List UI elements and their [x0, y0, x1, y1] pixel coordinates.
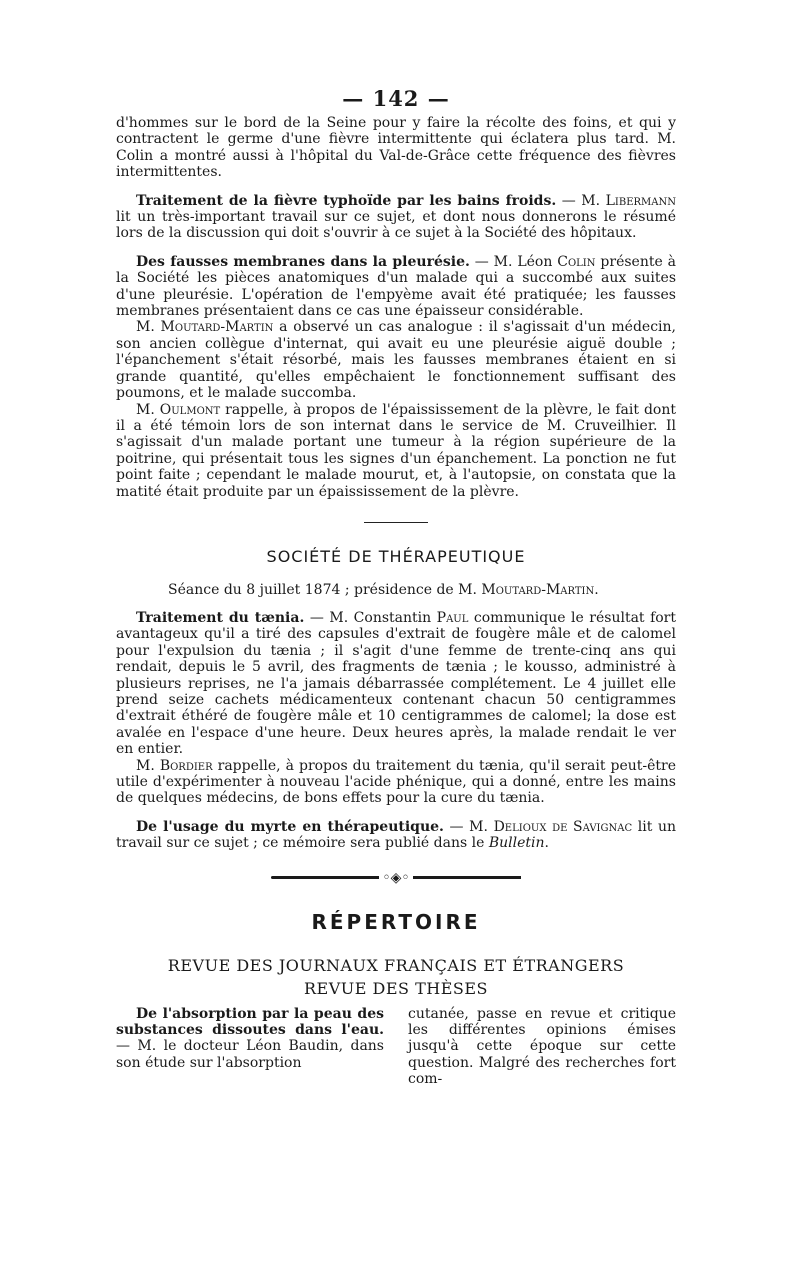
ornament-center-icon: ◦◈◦ [382, 869, 410, 886]
seance-president: Moutard-Martin [481, 581, 595, 598]
author-oulmont: Oulmont [159, 401, 221, 418]
seance-text: Séance du 8 juillet 1874 ; présidence de M. [168, 581, 482, 598]
author-paul: Paul [436, 609, 469, 626]
lead: M. [136, 757, 160, 774]
seance-line [116, 582, 676, 598]
two-column-text [116, 1006, 676, 1088]
body-text: lit un travail sur ce sujet ; ce mémoire sera publié dans le [116, 818, 676, 852]
end: . [544, 835, 549, 852]
body-text: rappelle, à propos du traitement du tænia, qu'il serait peut-être utile d'expérimenter à nouveau l'acide phénique, qui a donné, entre les mains de quelques médecins, de bons effets pour la cure du tænia. [116, 757, 676, 807]
seance-end: . [594, 581, 599, 598]
paragraph-myrte [116, 819, 676, 852]
heading-taenia: Traitement du tænia. [136, 609, 305, 626]
body-text: a observé un cas analogue : il s'agissait d'un médecin, son ancien collègue d'internat, qui avait eu une pleurésie aiguë double ; l'épanchement s'était résorbé, mais les fausses membranes étaient en si grande quantité, qu'elles empêchaient le fonctionnement suffisant des poumons, et le malade succomba. [116, 319, 676, 402]
body-text: — M. le docteur Léon Baudin, dans son étude sur l'absorption [116, 1038, 384, 1071]
paragraph-fievre-typhoide [116, 193, 676, 242]
paragraph-moutard-martin [116, 319, 676, 401]
column-left [116, 1006, 384, 1088]
paragraph-absorption [116, 1006, 384, 1072]
dash: — M. [443, 818, 494, 835]
dash: — M. [556, 192, 606, 209]
ornament-bar-right [413, 876, 521, 879]
author-colin: Colin [557, 253, 596, 270]
paragraph-fausses-membranes [116, 254, 676, 320]
paragraph-bordier [116, 758, 676, 807]
ornament-bar-left [271, 876, 379, 879]
body-text: rappelle, à propos de l'épaississement de la plèvre, le fait dont il a été témoin lors de son internat dans le service de M. Cruveilhier. Il s'agissait d'un malade portant une tumeur à la région supérieure de la poitrine, qui présentait tous les signes d'un épanchement. La ponction ne fut point faite ; cependant le malade mourut, et, à l'autopsie, on constata que la matité était produite par un épaississement de la plèvre. [116, 401, 676, 500]
body-text: communique le résultat fort avantageux qu'il a tiré des capsules d'extrait de fougère mâle et de calomel pour l'expulsion du tænia ; il s'agit d'une femme de trente-cinq ans qui rendait, depuis le 5 avril, des fragments de tænia ; le kousso, administré à plusieurs reprises, ne l'a jamais débarrassée complétement. Le 4 juillet elle prend seize cachets médicamenteux contenant chacun 50 centigrammes d'extrait éthéré de fougère mâle et 10 centigrammes de calomel; la dose est avalée en l'espace d'une heure. Deux heures après, la malade rendait le ver en entier. [116, 609, 676, 758]
revue-theses-heading: REVUE DES THÈSES [304, 978, 488, 998]
body-text: présente à la Société les pièces anatomiques d'un malade qui a succombé aux suites d'une pleurésie. L'opération de l'empyème avait été pratiquée; les fausses membranes présentaient dans ce cas une épaisseur considérable. [116, 253, 676, 320]
paragraph-taenia [116, 610, 676, 758]
heading-absorption: De l'absorption par la peau des substances dissoutes dans l'eau. [116, 1005, 384, 1039]
bulletin-title: Bulletin [488, 835, 545, 852]
page-number: — 142 — [342, 86, 450, 111]
paragraph-oulmont [116, 402, 676, 500]
lead: M. [136, 319, 161, 336]
author-libermann: Libermann [605, 192, 676, 209]
page [116, 86, 676, 1088]
author-bordier: Bordier [159, 757, 213, 774]
author-delioux: Delioux de Savignac [493, 818, 633, 835]
ornament-divider [116, 870, 676, 886]
revue-journaux-heading: REVUE DES JOURNAUX FRANÇAIS ET ÉTRANGERS [167, 955, 625, 975]
heading-myrte: De l'usage du myrte en thérapeutique. [136, 818, 444, 835]
paragraph-absorption-continued: cutanée, passe en revue et critique les différentes opinions émises jusqu'à cette époque sur cette question. Malgré des recherches fort com- [408, 1005, 676, 1088]
heading-fausses-membranes: Des fausses membranes dans la pleurésie. [136, 253, 470, 270]
dash: — M. Constantin [304, 609, 437, 626]
separator-rule [364, 522, 428, 523]
author-moutard-martin: Moutard-Martin [160, 319, 274, 336]
paragraph-colin-fevres: d'hommes sur le bord de la Seine pour y faire la récolte des foins, et qui y contractent le germe d'une fièvre intermittente qui éclatera plus tard. M. Colin a montré aussi à l'hôpital du Val-de-Grâce cette fréquence des fièvres intermittentes. [116, 115, 676, 181]
heading-fievre-typhoide: Traitement de la fièvre typhoïde par les bains froids. [136, 192, 557, 209]
section-title-societe-therapeutique: SOCIÉTÉ DE THÉRAPEUTIQUE [266, 546, 526, 566]
column-right [408, 1006, 676, 1088]
body-text: lit un très-important travail sur ce sujet, et dont nous donnerons le résumé lors de la discussion qui doit s'ouvrir à ce sujet à la Société des hôpitaux. [116, 209, 676, 242]
repertoire-heading: RÉPERTOIRE [311, 909, 481, 934]
dash: — M. Léon [469, 253, 558, 270]
lead: M. [136, 401, 160, 418]
